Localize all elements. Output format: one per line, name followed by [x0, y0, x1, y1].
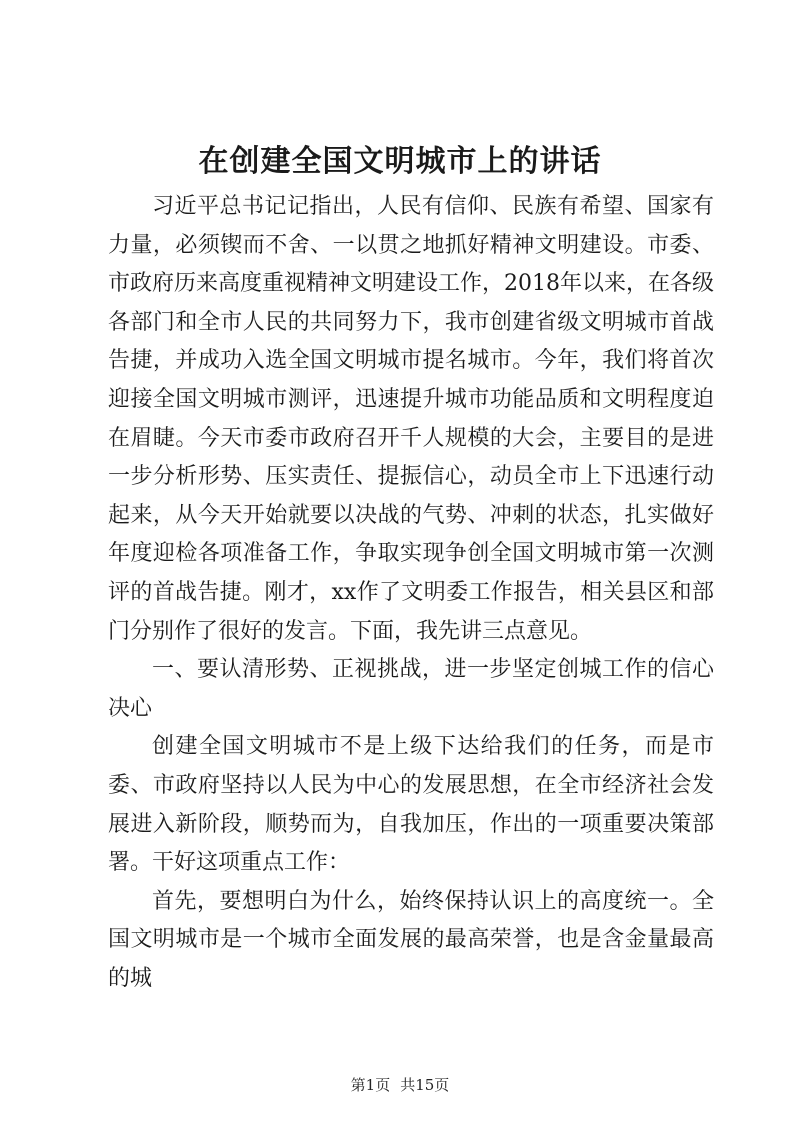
page-footer: [0, 1074, 800, 1096]
paragraph-intro: 习近平总书记记指出，人民有信仰、民族有希望、国家有力量，必须锲而不舍、一以贯之地抓好精神文明建设。市委、市政府历来高度重视精神文明建设工作，2018年以来，在各级各部门和全市人民的共同努力下，我市创建省级文明城市首战告捷，并成功入选全国文明城市提名城市。今年，我们将首次迎接全国文明城市测评，迅速提升城市功能品质和文明程度迫在眉睫。今天市委市政府召开千人规模的大会，主要目的是进一步分析形势、压实责任、提振信心，动员全市上下迅速行动起来，从今天开始就要以决战的气势、冲刺的状态，扎实做好年度迎检各项准备工作，争取实现争创全国文明城市第一次测评的首战告捷。刚才，xx作了文明委工作报告，相关县区和部门分别作了很好的发言。下面，我先讲三点意见。: [108, 194, 714, 644]
document-body: [108, 188, 714, 998]
page-total: 共15页: [400, 1076, 450, 1094]
section-heading-1: 一、要认清形势、正视挑战，进一步坚定创城工作的信心决心: [108, 657, 714, 721]
paragraph-section-1: 创建全国文明城市不是上级下达给我们的任务，而是市委、市政府坚持以人民为中心的发展思想，在全市经济社会发展进入新阶段，顺势而为，自我加压，作出的一项重要决策部署。干好这项重点工作：: [108, 734, 714, 876]
paragraph-first-point: 首先，要想明白为什么，始终保持认识上的高度统一。全国文明城市是一个城市全面发展的最高荣誉，也是含金量最高的城: [108, 888, 714, 991]
document-title: 在创建全国文明城市上的讲话: [198, 144, 602, 179]
page-number: 第1页: [350, 1076, 391, 1094]
